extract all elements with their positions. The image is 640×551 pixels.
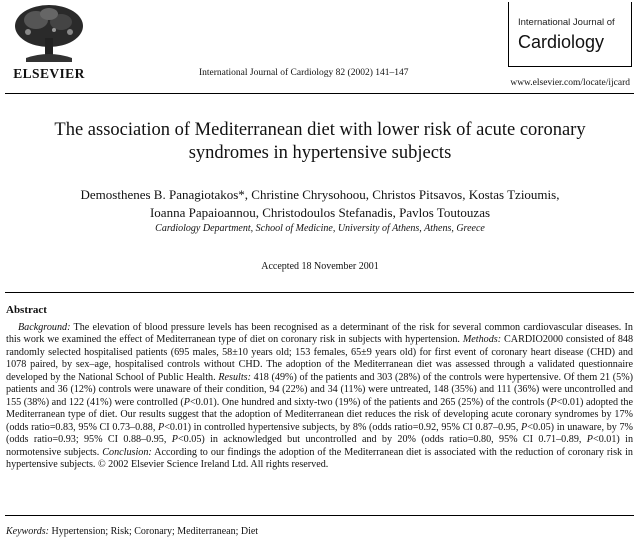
results-text-1: 418 (49%) of the patients and 303 (28%) of the controls were hypertensive. Of them 21 (5%) patients and 36 (12%) controls were unaware of their condition, 94 (22%) and 34 (11%) were untreated, 148 (35%) and 111 (36%) were uncontrolled and 155 (38%) and 122 (41%) were controlled (: [6, 371, 634, 408]
journal-url[interactable]: www.elsevier.com/locate/ijcard: [510, 78, 630, 88]
keywords-divider: [5, 515, 634, 516]
abstract-heading: Abstract: [6, 304, 47, 316]
article-title: [20, 119, 620, 165]
authors-line-2: Ioanna Papaioannou, Christodoulos Stefanadis, Pavlos Toutouzas: [149, 205, 491, 220]
cover-title: Cardiology: [518, 32, 605, 52]
title-line-1: The association of Mediterranean diet with lower risk of acute coronary: [54, 120, 586, 140]
methods-text: CARDIO2000 consisted of 848 randomly selected hospitalised patients (695 males, 58±10 years old; 153 females, 65±9 years old) for first event of coronary heart disease (CHD) and 1078 paired, by sex–age, hospitalised controls without CHD. The adoption of the Mediterranean diet was assessed through a validated questionnaire developed by the National School of Public Health.: [6, 334, 634, 383]
publisher-name: ELSEVIER: [13, 66, 85, 81]
methods-label: Methods:: [462, 334, 502, 346]
title-line-2: syndromes in hypertensive subjects: [188, 143, 452, 163]
keywords-line: [6, 526, 258, 537]
author-list: [20, 186, 620, 222]
p-value-symbol: P: [521, 421, 528, 433]
cover-subtitle: International Journal of: [518, 17, 615, 28]
results-text-7: <0.01) in normotensive subjects.: [6, 434, 634, 458]
elsevier-tree-logo: [6, 2, 92, 76]
results-text-2: <0.01). One hundred and sixty-two (19%) of the patients and 265 (25%) of the controls (: [189, 396, 551, 408]
conclusion-text: According to our findings the adoption of the Mediterranean diet is associated with the reduction of coronary risk in hypertensive subjects. © 2002 Elsevier Science Ireland Ltd. All rights reserved.: [6, 446, 633, 470]
header-divider: [5, 93, 634, 94]
keywords-text: Hypertension; Risk; Coronary; Mediterranean; Diet: [51, 526, 259, 537]
conclusion-label: Conclusion:: [102, 446, 152, 458]
keywords-label: Keywords:: [6, 526, 49, 537]
background-text: The elevation of blood pressure levels has been recognised as a determinant of the risk for several common cardiovascular diseases. In this work we examined the effect of Mediterranean type of diet on coronary risk in subjects with hypertension.: [6, 322, 633, 346]
results-text-6: <0.05) in acknowledged but uncontrolled and by 20% (odds ratio=0.80, 95% CI 0.71–0.89,: [177, 434, 587, 446]
p-value-symbol: P: [550, 396, 557, 408]
p-value-symbol: P: [586, 434, 593, 446]
p-value-symbol: P: [183, 396, 190, 408]
authors-line-1: Demosthenes B. Panagiotakos*, Christine Chrysohoou, Christos Pitsavos, Kostas Tzioumis,: [80, 187, 560, 202]
abstract-paragraph: [6, 322, 633, 471]
abstract-top-divider: [5, 292, 634, 293]
results-text-3: <0.01) adopted the Mediterranean type of diet. Our results suggest that the adoption of Mediterranean diet reduces the risk of developing acute coronary syndromes by 17% (odds ratio=0.83, 95% CI 0.73–0.88,: [6, 396, 633, 433]
background-label: Background:: [18, 322, 71, 333]
results-text-4: <0.01) in controlled hypertensive subjects, by 8% (odds ratio=0.92, 95% CI 0.87–0.95,: [164, 421, 522, 433]
journal-citation: International Journal of Cardiology 82 (2002) 141–147: [199, 68, 409, 78]
accepted-date: Accepted 18 November 2001: [261, 261, 379, 272]
results-text-5: <0.05) in unaware, by 7% (odds ratio=0.93; 95% CI 0.88–0.95,: [6, 421, 633, 446]
p-value-symbol: P: [171, 434, 178, 446]
affiliation: Cardiology Department, School of Medicine, University of Athens, Athens, Greece: [155, 223, 485, 234]
abstract-body: [6, 322, 633, 471]
results-label: Results:: [218, 371, 251, 383]
p-value-symbol: P: [158, 421, 165, 433]
